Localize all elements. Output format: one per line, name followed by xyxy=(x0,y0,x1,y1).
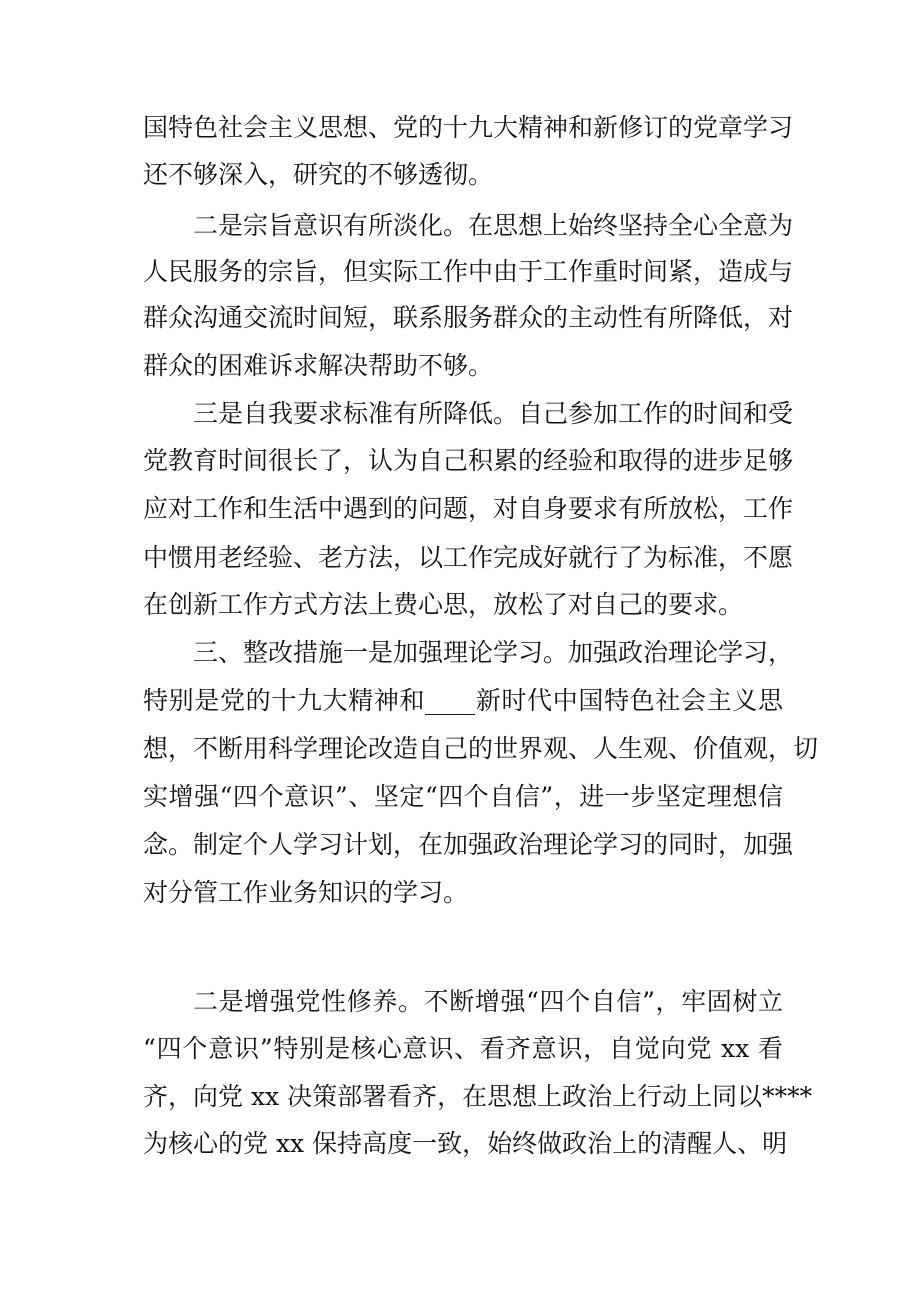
text-line: 特别是党的十九大精神和____新时代中国特色社会主义思 xyxy=(143,686,783,715)
text-line: 党教育时间很长了，认为自己积累的经验和取得的进步足够 xyxy=(143,446,794,475)
text-line: 国特色社会主义思想、党的十九大精神和新修订的党章学习 xyxy=(143,113,794,142)
text-line: 念。制定个人学习计划，在加强政治理论学习的同时，加强 xyxy=(143,830,794,859)
text-line: 为核心的党 xx 保持高度一致，始终做政治上的清醒人、明 xyxy=(143,1129,788,1158)
text-line: 中惯用老经验、老方法，以工作完成好就行了为标准，不愿 xyxy=(143,543,794,572)
text-line: 对分管工作业务知识的学习。 xyxy=(143,878,469,907)
text-line: 三、整改措施一是加强理论学习。加强政治理论学习， xyxy=(193,638,794,667)
text-line: 在创新工作方式方法上费心思，放松了对自己的要求。 xyxy=(143,590,744,619)
text-line: 三是自我要求标准有所降低。自己参加工作的时间和受 xyxy=(193,399,794,428)
text-line: 群众的困难诉求解决帮助不够。 xyxy=(143,351,494,380)
text-line: 实增强“四个意识”、坚定“四个自信”，进一步坚定理想信 xyxy=(143,782,783,811)
text-line: 还不够深入，研究的不够透彻。 xyxy=(143,160,494,189)
text-line: 齐，向党 xx 决策部署看齐，在思想上政治上行动上同以**** xyxy=(143,1082,813,1111)
text-line: “四个意识”特别是核心意识、看齐意识，自觉向党 xx 看 xyxy=(143,1034,783,1063)
text-line: 应对工作和生活中遇到的问题，对自身要求有所放松，工作 xyxy=(143,494,794,523)
text-line: 二是增强党性修养。不断增强“四个自信”，牢固树立 xyxy=(193,987,783,1016)
text-line: 想，不断用科学理论改造自己的世界观、人生观、价值观，切 xyxy=(143,734,819,763)
text-line: 群众沟通交流时间短，联系服务群众的主动性有所降低，对 xyxy=(143,303,794,332)
text-line: 人民服务的宗旨，但实际工作中由于工作重时间紧，造成与 xyxy=(143,257,794,286)
text-line: 二是宗旨意识有所淡化。在思想上始终坚持全心全意为 xyxy=(193,211,794,240)
